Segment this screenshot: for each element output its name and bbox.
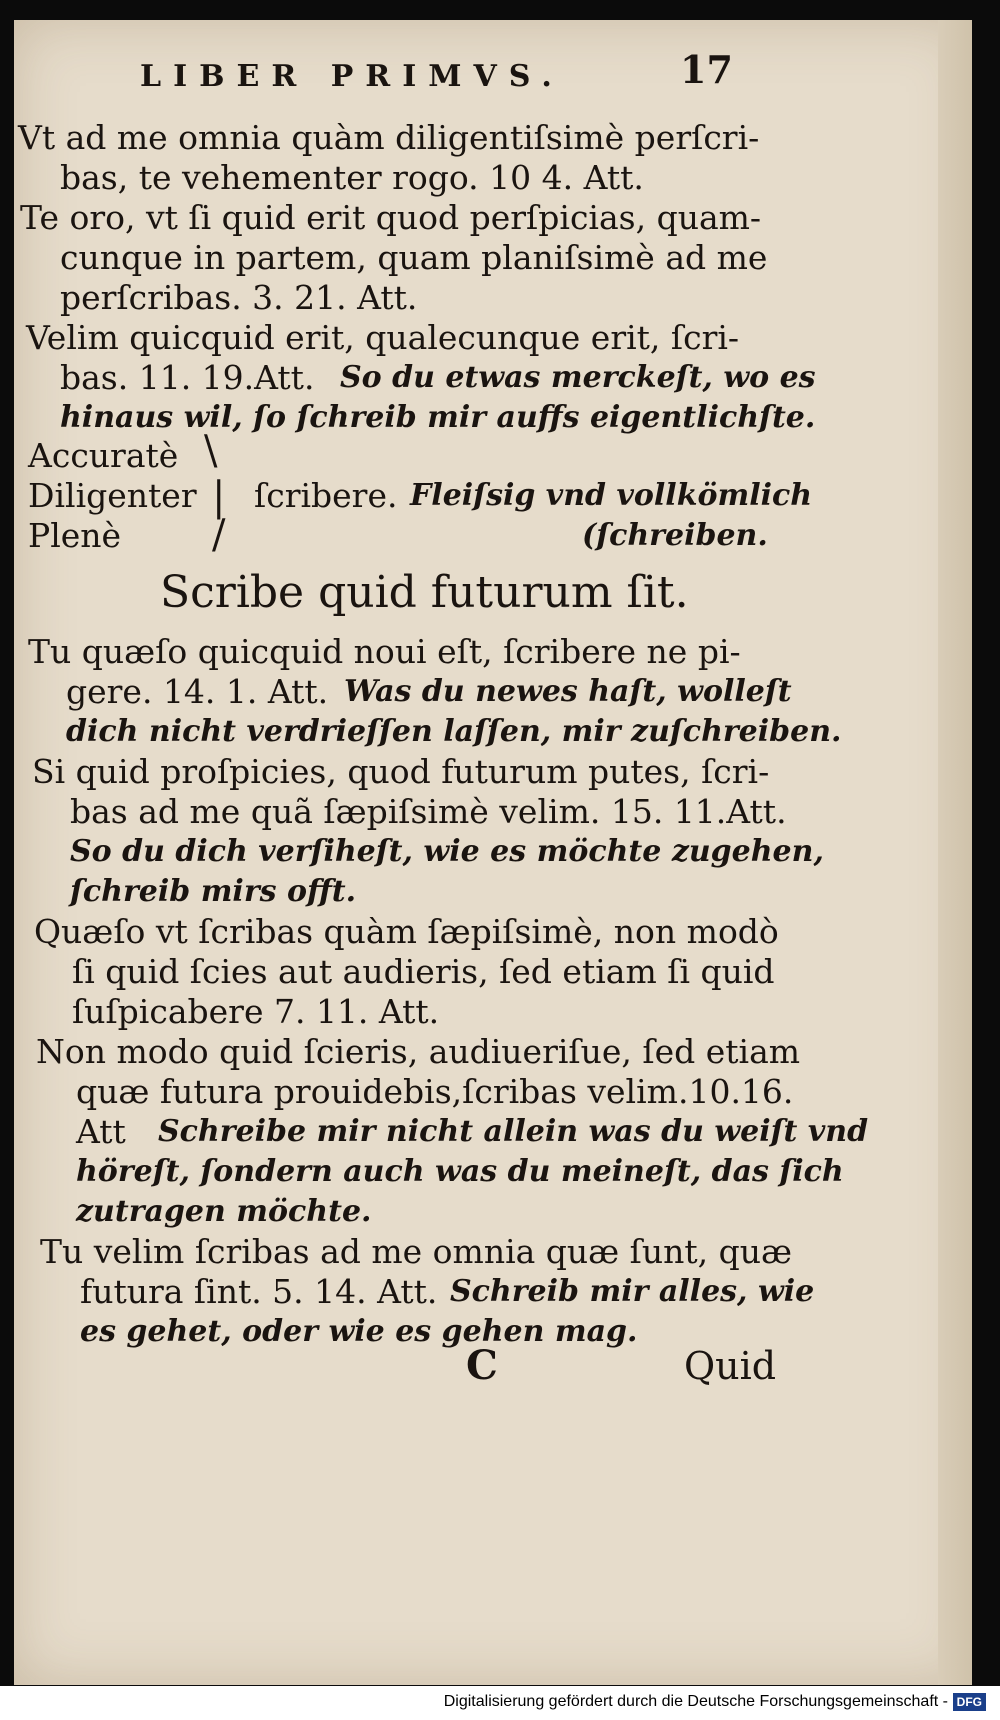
brace-icon: / xyxy=(212,512,226,558)
section-heading: Scribe quid futurum ſit. xyxy=(160,567,689,618)
german-gloss: hinaus wil, ſo ſchreib mir auffs eigentlichſte. xyxy=(60,400,816,435)
german-gloss: zutragen möchte. xyxy=(76,1194,372,1229)
synonym-verb: ſcribere. xyxy=(254,476,398,515)
catchword: Quid xyxy=(684,1344,777,1388)
text-line: ſi quid ſcies aut audieris, ſed etiam ſi quid xyxy=(72,952,775,991)
text-line: quæ futura prouidebis,ſcribas velim.10.16. xyxy=(76,1072,794,1111)
text-line: ſuſpicabere 7. 11. Att. xyxy=(72,992,440,1031)
synonym-word: Diligenter xyxy=(28,476,197,515)
footer-bar xyxy=(0,1686,1000,1720)
german-gloss: höreſt, ſondern auch was du meineſt, das ſich xyxy=(76,1154,844,1189)
text-line: bas, te vehementer rogo. 10 4. Att. xyxy=(60,158,644,197)
funding-credit: Digitalisierung gefördert durch die Deutsche Forschungsgemeinschaft - xyxy=(443,1693,948,1710)
german-gloss: Fleiſsig vnd vollkömlich xyxy=(410,478,813,513)
synonym-word: Accuratè xyxy=(28,436,179,475)
text-line: Tu quæſo quicquid noui eſt, ſcribere ne pi- xyxy=(28,632,741,671)
text-line: bas. 11. 19.Att. xyxy=(60,358,315,397)
text-line: Te oro, vt ſi quid erit quod perſpicias, quam- xyxy=(20,198,762,237)
dfg-logo: DFG xyxy=(953,1693,986,1711)
german-gloss: dich nicht verdrieſſen laſſen, mir zuſchreiben. xyxy=(66,714,842,749)
german-gloss: Was du newes haſt, wolleſt xyxy=(344,674,792,709)
text-line: Velim quicquid erit, qualecunque erit, ſcri- xyxy=(26,318,740,357)
text-line: Quæſo vt ſcribas quàm ſæpiſsimè, non modò xyxy=(34,912,779,951)
text-line: bas ad me quã ſæpiſsimè velim. 15. 11.Att. xyxy=(70,792,787,831)
text-line: Non modo quid ſcieris, audiueriſue, ſed etiam xyxy=(36,1032,801,1071)
text-line: gere. 14. 1. Att. xyxy=(66,672,329,711)
german-gloss: So du dich verſiheſt, wie es möchte zugehen, xyxy=(70,834,824,869)
running-title: LIBER PRIMVS. xyxy=(140,59,564,94)
brace-icon: | xyxy=(212,474,226,520)
page-edge xyxy=(938,20,972,1685)
german-gloss: So du etwas merckeſt, wo es xyxy=(340,360,816,395)
text-line: Si quid proſpicies, quod futurum putes, ſcri- xyxy=(32,752,770,791)
german-gloss: ſchreib mirs offt. xyxy=(70,874,357,909)
text-line: Tu velim ſcribas ad me omnia quæ ſunt, quæ xyxy=(40,1232,793,1271)
page-number: 17 xyxy=(680,47,733,92)
text-line: futura ſint. 5. 14. Att. xyxy=(80,1272,438,1311)
synonym-word: Plenè xyxy=(28,516,122,555)
signature-mark: C xyxy=(466,1342,498,1389)
text-line: Att xyxy=(76,1112,126,1151)
text-line: perſcribas. 3. 21. Att. xyxy=(60,278,418,317)
german-gloss: es gehet, oder wie es gehen mag. xyxy=(80,1314,638,1349)
german-gloss: (ſchreiben. xyxy=(582,518,768,553)
text-line: Vt ad me omnia quàm diligentiſsimè perſcri- xyxy=(18,118,760,157)
german-gloss: Schreibe mir nicht allein was du weiſt vnd xyxy=(158,1114,869,1149)
brace-icon: \ xyxy=(204,428,218,474)
german-gloss: Schreib mir alles, wie xyxy=(450,1274,815,1309)
text-line: cunque in partem, quam planiſsimè ad me xyxy=(60,238,768,277)
